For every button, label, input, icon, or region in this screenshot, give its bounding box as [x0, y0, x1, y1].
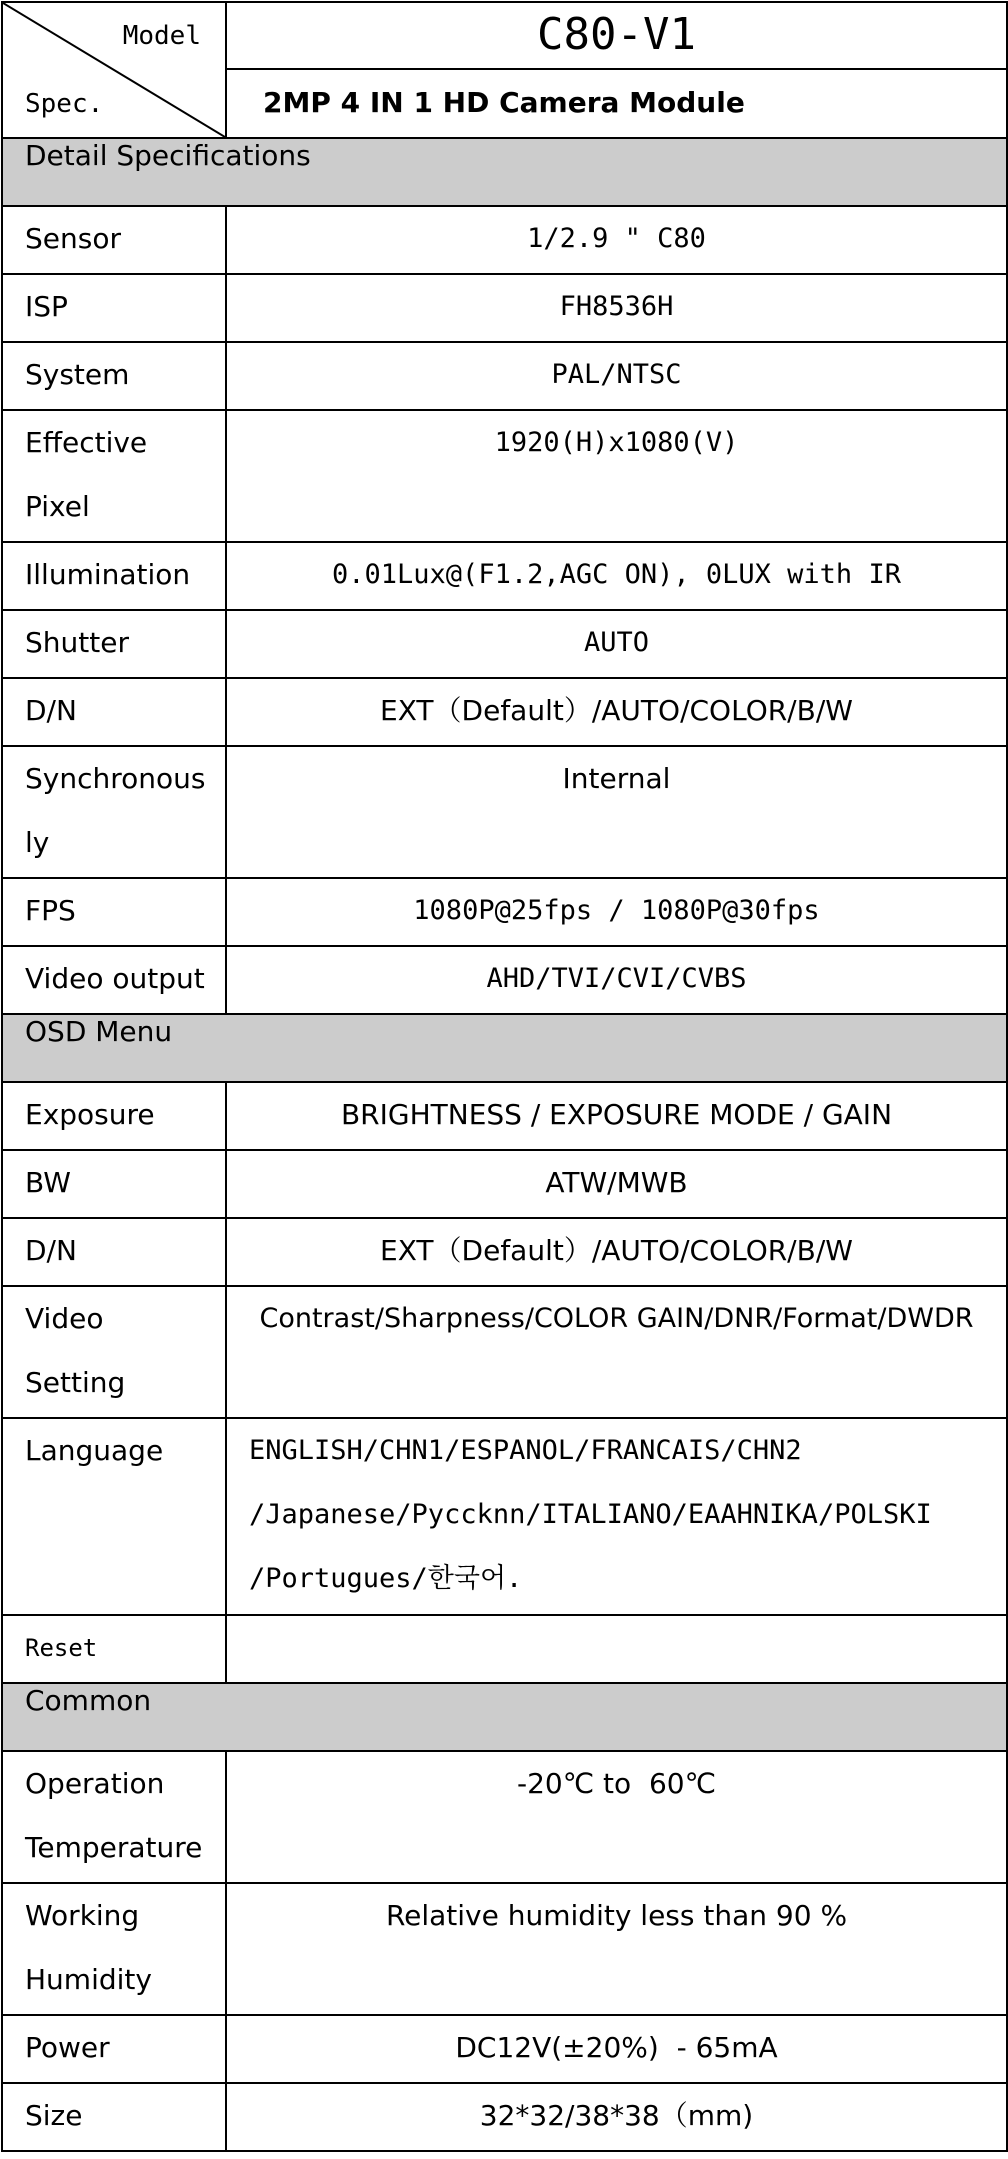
- row-label: D/N: [2, 678, 226, 746]
- table-row: [2, 610, 1007, 678]
- table-row: [2, 1218, 1007, 1286]
- row-label-line: Pixel: [25, 490, 90, 523]
- row-label: Reset: [2, 1615, 226, 1683]
- spec-table: [1, 1, 1008, 2152]
- row-value: Contrast/Sharpness/COLOR GAIN/DNR/Format/DWDR: [226, 1286, 1007, 1418]
- table-row: [2, 410, 1007, 542]
- section-common: [2, 1683, 1007, 1751]
- table-row: [2, 1418, 1007, 1615]
- row-value: 1920(H)x1080(V): [226, 410, 1007, 542]
- row-label-line: Setting: [25, 1366, 126, 1399]
- row-label: ISP: [2, 274, 226, 342]
- row-value: Relative humidity less than 90 %: [226, 1883, 1007, 2015]
- table-row: [2, 2083, 1007, 2151]
- table-row: [2, 1615, 1007, 1683]
- row-label: Shutter: [2, 610, 226, 678]
- corner-spec-label: Spec.: [25, 89, 104, 119]
- table-row: [2, 274, 1007, 342]
- row-label: [2, 1286, 226, 1418]
- section-osd: [2, 1014, 1007, 1082]
- table-row: [2, 946, 1007, 1014]
- row-label: Size: [2, 2083, 226, 2151]
- row-value: BRIGHTNESS / EXPOSURE MODE / GAIN: [226, 1082, 1007, 1150]
- row-value: EXT（Default）/AUTO/COLOR/B/W: [226, 1218, 1007, 1286]
- row-value: FH8536H: [226, 274, 1007, 342]
- row-label-line: Synchronous: [25, 762, 206, 795]
- model-name: C80-V1: [226, 2, 1007, 69]
- corner-cell: [2, 2, 226, 138]
- row-label: Language: [2, 1418, 226, 1615]
- table-row: [2, 1883, 1007, 2015]
- row-label-line: Working: [25, 1899, 140, 1932]
- row-label: [2, 1883, 226, 2015]
- row-label: Sensor: [2, 206, 226, 274]
- table-row: [2, 542, 1007, 610]
- row-value: PAL/NTSC: [226, 342, 1007, 410]
- table-row: [2, 2015, 1007, 2083]
- row-label-line: Operation: [25, 1767, 165, 1800]
- table-row: [2, 1150, 1007, 1218]
- row-value: 1080P@25fps / 1080P@30fps: [226, 878, 1007, 946]
- row-label-line: ly: [25, 826, 50, 859]
- table-row: [2, 206, 1007, 274]
- row-label-line: Temperature: [25, 1831, 203, 1864]
- row-label-line: Video: [25, 1302, 104, 1335]
- row-value: [226, 1418, 1007, 1615]
- row-value: [226, 1615, 1007, 1683]
- row-value: AHD/TVI/CVI/CVBS: [226, 946, 1007, 1014]
- row-value: Internal: [226, 746, 1007, 878]
- table-row: [2, 1286, 1007, 1418]
- row-value: 32*32/38*38（mm): [226, 2083, 1007, 2151]
- row-value: EXT（Default）/AUTO/COLOR/B/W: [226, 678, 1007, 746]
- row-label: Video output: [2, 946, 226, 1014]
- row-label: D/N: [2, 1218, 226, 1286]
- row-label: Exposure: [2, 1082, 226, 1150]
- table-row: [2, 878, 1007, 946]
- row-label: [2, 746, 226, 878]
- row-value: DC12V(±20%) - 65mA: [226, 2015, 1007, 2083]
- row-label-line: Humidity: [25, 1963, 152, 1996]
- row-value: 1/2.9 " C80: [226, 206, 1007, 274]
- row-value: ATW/MWB: [226, 1150, 1007, 1218]
- section-title: OSD Menu: [2, 1014, 1007, 1082]
- table-row: [2, 1751, 1007, 1883]
- model-description: 2MP 4 IN 1 HD Camera Module: [226, 69, 1007, 138]
- table-row: [2, 678, 1007, 746]
- row-value: -20℃ to 60℃: [226, 1751, 1007, 1883]
- language-line: ENGLISH/CHN1/ESPANOL/FRANCAIS/CHN2: [249, 1435, 802, 1466]
- row-value: AUTO: [226, 610, 1007, 678]
- row-value: 0.01Lux@(F1.2,AGC ON), 0LUX with IR: [226, 542, 1007, 610]
- language-line: /Japanese/Pyccknn/ITALIANO/EAAHNIKA/POLSKI: [249, 1499, 932, 1530]
- table-row: [2, 342, 1007, 410]
- row-label: [2, 410, 226, 542]
- section-title: Detail Specifications: [2, 138, 1007, 206]
- section-title: Common: [2, 1683, 1007, 1751]
- table-row: [2, 1082, 1007, 1150]
- section-detail: [2, 138, 1007, 206]
- row-label-line: Effective: [25, 426, 148, 459]
- row-label: System: [2, 342, 226, 410]
- model-row: [2, 2, 1007, 69]
- row-label: BW: [2, 1150, 226, 1218]
- row-label: Illumination: [2, 542, 226, 610]
- row-label: [2, 1751, 226, 1883]
- table-row: [2, 746, 1007, 878]
- row-label: FPS: [2, 878, 226, 946]
- row-label: Power: [2, 2015, 226, 2083]
- corner-model-label: Model: [122, 21, 201, 51]
- language-line: /Portugues/한국어.: [249, 1563, 523, 1594]
